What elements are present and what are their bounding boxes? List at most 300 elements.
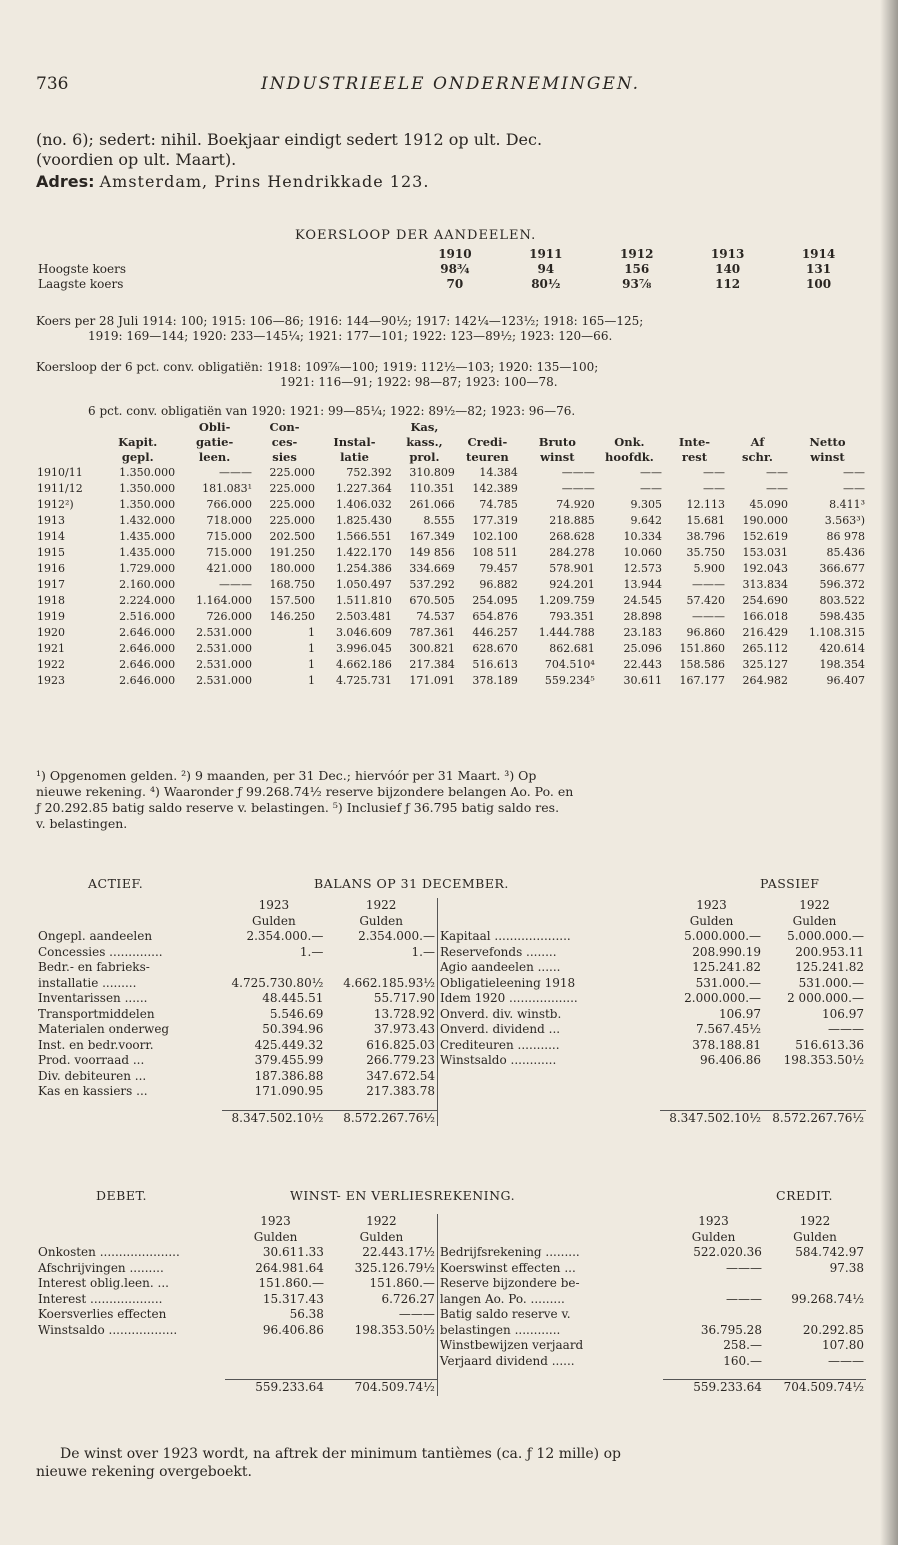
- unit-header-cell: Gulden: [793, 1229, 837, 1244]
- left-value-1922: 151.860.—: [369, 1276, 435, 1290]
- value-cell: 112: [715, 277, 741, 291]
- value-cell: 225.000: [269, 466, 316, 479]
- unit-header-cell: Gulden: [689, 913, 734, 928]
- value-cell: 2.224.000: [119, 594, 176, 607]
- year-header-cell: 1922: [365, 898, 397, 912]
- value-cell: 787.361: [409, 626, 455, 639]
- right-label-cell: Crediteuren ...........: [437, 1038, 660, 1054]
- table-row: [36, 465, 866, 481]
- value-cell: 74.920: [556, 498, 595, 511]
- value-cell: 2.531.000: [196, 642, 253, 655]
- right-label-cell: Reservefonds ........: [437, 945, 660, 961]
- unit-header-cell: Gulden: [252, 913, 296, 928]
- value-cell: 23.183: [623, 626, 662, 639]
- account-row: [36, 1338, 866, 1354]
- total-cell: 8.347.502.10½: [222, 1110, 325, 1126]
- right-label-cell: Koerswinst effecten ...: [437, 1261, 663, 1277]
- total-cell: 704.509.74½: [764, 1380, 866, 1396]
- address-label: Adres:: [36, 172, 95, 191]
- right-label-cell: Kapitaal ....................: [437, 929, 660, 945]
- year-cell: 1914: [37, 530, 65, 543]
- value-cell: 168.750: [269, 578, 316, 591]
- value-cell: 94: [537, 262, 555, 276]
- balans-title: BALANS OP 31 DECEMBER.: [314, 876, 509, 891]
- balans-passief-heading: PASSIEF: [760, 876, 820, 891]
- value-cell: 516.613: [472, 658, 518, 671]
- right-value-1923: [663, 1307, 764, 1323]
- header-cell: winst: [810, 450, 845, 464]
- value-cell: ———: [219, 578, 253, 591]
- header-cell: rest: [681, 450, 708, 464]
- value-cell: 151.860: [679, 642, 725, 655]
- value-cell: 378.189: [472, 674, 518, 687]
- right-label-cell: Onverd. dividend ...: [437, 1022, 660, 1038]
- table-row: [36, 641, 866, 657]
- value-cell: 1.825.430: [335, 514, 392, 527]
- year-header-cell: 1923: [260, 1214, 291, 1228]
- left-value-1923: [225, 1354, 326, 1370]
- value-cell: 334.669: [409, 562, 455, 575]
- header-cell: kass.,: [406, 435, 443, 449]
- spacer-cell: [36, 914, 222, 930]
- left-value-1922: 217.383.78: [366, 1084, 435, 1098]
- value-cell: 596.372: [819, 578, 865, 591]
- value-cell: 1.108.315: [809, 626, 865, 639]
- totals-row: [36, 1110, 866, 1126]
- value-cell: 45.090: [749, 498, 788, 511]
- right-value-1922: 97.38: [829, 1260, 864, 1275]
- value-cell: 1.566.551: [335, 530, 392, 543]
- header-cell: Credi-: [467, 435, 508, 449]
- value-cell: 1.254.386: [335, 562, 392, 575]
- left-value-1922: 198.353.50½: [354, 1322, 435, 1337]
- year-cell: 1915: [37, 546, 65, 559]
- account-row: [36, 1053, 866, 1069]
- value-cell: 93⅞: [622, 277, 652, 291]
- right-value-1923: 2.000.000.—: [684, 991, 762, 1005]
- left-value-1922: [325, 960, 437, 976]
- header-cell: prol.: [409, 450, 440, 464]
- value-cell: 1.435.000: [119, 546, 176, 559]
- value-cell: ———: [691, 578, 725, 591]
- value-cell: 803.522: [819, 594, 865, 607]
- left-label-cell: Winstsaldo ..................: [38, 1322, 178, 1337]
- right-value-1923: [663, 1276, 764, 1292]
- left-label-cell: Prod. voorraad ...: [38, 1053, 145, 1067]
- right-label-cell: langen Ao. Po. .........: [437, 1292, 663, 1308]
- year-cell: 1923: [37, 674, 65, 687]
- left-value-1923: [225, 1338, 326, 1354]
- value-cell: 265.112: [742, 642, 788, 655]
- balance-sheet-table: [36, 898, 866, 1126]
- right-value-1923: 258.—: [723, 1338, 762, 1352]
- account-row: [36, 1069, 866, 1085]
- value-cell: 793.351: [549, 610, 595, 623]
- left-value-1923: 48.445.51: [262, 991, 324, 1005]
- account-row: [36, 1022, 866, 1038]
- year-header-cell: 1923: [258, 898, 290, 912]
- total-cell: 8.572.267.76½: [325, 1110, 437, 1126]
- value-cell: 167.177: [679, 674, 725, 687]
- unit-header-cell: Gulden: [792, 913, 837, 928]
- value-cell: 366.677: [819, 562, 865, 575]
- value-cell: ———: [219, 466, 253, 479]
- left-value-1922: 347.672.54: [366, 1068, 435, 1083]
- value-cell: 766.000: [206, 498, 253, 511]
- header-cell: sies: [272, 450, 297, 464]
- left-label-cell: Interest oblig.leen. ...: [38, 1276, 169, 1290]
- left-label-cell: [36, 1338, 225, 1354]
- footnote-line: v. belastingen.: [36, 816, 128, 831]
- left-value-1923: 15.317.43: [262, 1291, 324, 1306]
- koers-note: 1919: 169—144; 1920: 233—145¼; 1921: 177—101; 1922: 123—89½; 1923: 120—66.: [88, 329, 613, 343]
- account-row: [36, 1245, 866, 1261]
- header-row: [36, 420, 866, 435]
- right-value-1922: 200.953.11: [795, 944, 864, 959]
- left-value-1923: [222, 960, 325, 976]
- value-cell: 1.729.000: [119, 562, 176, 575]
- value-cell: 2.531.000: [196, 626, 253, 639]
- wv-title: WINST- EN VERLIESREKENING.: [290, 1188, 516, 1203]
- left-value-1923: 151.860.—: [258, 1276, 324, 1290]
- header-cell: Kapit.: [118, 435, 158, 449]
- value-cell: 25.096: [623, 642, 662, 655]
- right-value-1923: 522.020.36: [693, 1245, 762, 1259]
- value-cell: 8.555: [423, 514, 455, 527]
- header-row: [36, 435, 866, 450]
- value-cell: 1.209.759: [538, 594, 595, 607]
- year-cell: 1919: [37, 610, 65, 623]
- value-cell: ——: [639, 466, 662, 479]
- balans-actief-heading: ACTIEF.: [88, 876, 144, 891]
- value-cell: ——: [843, 466, 865, 479]
- value-cell: 198.354: [819, 658, 865, 671]
- spacer-cell: [36, 1100, 222, 1111]
- right-value-1922: 531.000.—: [798, 975, 864, 990]
- account-row: [36, 1307, 866, 1323]
- table-row: [36, 481, 866, 497]
- left-value-1922: 22.443.17½: [362, 1245, 435, 1259]
- spacer-cell: [437, 1214, 663, 1230]
- account-row: [36, 1261, 866, 1277]
- value-cell: 171.091: [409, 674, 455, 687]
- value-cell: 108 511: [472, 546, 518, 559]
- left-label-cell: Transportmiddelen: [38, 1006, 155, 1021]
- value-cell: 202.500: [269, 530, 316, 543]
- value-cell: 86 978: [826, 530, 865, 543]
- left-label-cell: Afschrijvingen .........: [38, 1260, 164, 1275]
- spacer-cell: [225, 1369, 326, 1380]
- value-cell: 1: [308, 642, 316, 655]
- account-row: [36, 976, 866, 992]
- value-cell: 74.785: [479, 498, 518, 511]
- header-cell: gatie-: [195, 435, 234, 449]
- value-cell: 268.628: [549, 530, 595, 543]
- value-cell: ———: [561, 482, 595, 495]
- left-value-1923: 96.406.86: [262, 1322, 324, 1337]
- spacer-cell: [36, 1110, 222, 1126]
- value-cell: 12.113: [686, 498, 725, 511]
- wv-credit-heading: CREDIT.: [776, 1188, 834, 1203]
- value-cell: 9.642: [630, 514, 662, 527]
- right-value-1922: [763, 1084, 866, 1100]
- totals-row: [36, 1380, 866, 1396]
- left-value-1923: 50.394.96: [262, 1022, 324, 1036]
- right-label-cell: [437, 1084, 660, 1100]
- value-cell: 862.681: [549, 642, 595, 655]
- left-value-1922: [326, 1354, 437, 1370]
- closing-line: nieuwe rekening overgeboekt.: [36, 1464, 252, 1480]
- value-cell: 10.334: [623, 530, 662, 543]
- header-cell: gepl.: [121, 450, 154, 464]
- header-cell: ces-: [271, 435, 298, 449]
- header-cell: teuren: [466, 450, 509, 464]
- value-cell: 2.531.000: [196, 658, 253, 671]
- right-value-1923: ———: [725, 1291, 762, 1306]
- spacer-cell: [663, 1369, 764, 1380]
- header-cell: [789, 420, 866, 435]
- left-label-cell: Inventarissen ......: [38, 991, 148, 1005]
- left-value-1923: 30.611.33: [262, 1245, 324, 1259]
- year-header-row: [36, 898, 866, 914]
- value-cell: 1: [308, 674, 316, 687]
- header-cell: [663, 420, 726, 435]
- balance-sheet-body: [36, 898, 866, 1126]
- header-cell: hoofdk.: [605, 450, 654, 464]
- right-label-cell: Onverd. div. winstb.: [437, 1007, 660, 1023]
- value-cell: 715.000: [206, 530, 253, 543]
- right-value-1923: 7.567.45½: [695, 1022, 762, 1036]
- right-value-1922: 198.353.50½: [783, 1053, 864, 1067]
- spacer-cell: [437, 914, 660, 930]
- right-value-1922: 20.292.85: [802, 1322, 864, 1337]
- value-cell: 1: [308, 658, 316, 671]
- right-label-cell: Bedrijfsrekening .........: [437, 1245, 663, 1261]
- total-cell: 559.233.64: [663, 1380, 764, 1396]
- value-cell: 96.407: [826, 674, 865, 687]
- value-cell: 96.882: [479, 578, 518, 591]
- right-value-1923: 106.97: [719, 1006, 762, 1021]
- value-cell: 167.349: [409, 530, 455, 543]
- value-cell: 2.646.000: [119, 626, 176, 639]
- value-cell: 9.305: [630, 498, 662, 511]
- spacer-cell: [36, 1369, 225, 1380]
- header-cell: latie: [340, 450, 369, 464]
- value-cell: 35.750: [686, 546, 725, 559]
- right-label-cell: Winstsaldo ............: [437, 1053, 660, 1069]
- right-value-1923: 378.188.81: [692, 1037, 762, 1052]
- value-cell: 537.292: [409, 578, 455, 591]
- value-cell: 1.050.497: [335, 578, 392, 591]
- right-label-cell: Verjaard dividend ......: [437, 1354, 663, 1370]
- value-cell: 180.000: [269, 562, 316, 575]
- year-cell: 1910: [438, 247, 472, 261]
- right-value-1922: 516.613.36: [795, 1037, 864, 1052]
- year-header-cell: 1922: [366, 1214, 397, 1228]
- closing-paragraph: [36, 1445, 870, 1481]
- header-cell: [36, 450, 99, 465]
- header-cell: [456, 420, 519, 435]
- account-row: [36, 960, 866, 976]
- year-cell: 1912: [620, 247, 654, 261]
- left-label-cell: installatie .........: [38, 975, 137, 990]
- header-cell: Onk.: [614, 435, 645, 449]
- value-cell: 177.319: [472, 514, 518, 527]
- value-cell: 421.000: [206, 562, 253, 575]
- value-cell: 2.503.481: [335, 610, 392, 623]
- footnote-line: ¹) Opgenomen gelden. ²) 9 maanden, per 31 Dec.; hiervóór per 31 Maart. ³) Op: [36, 768, 537, 783]
- spacer-cell: [437, 1100, 660, 1111]
- account-row: [36, 929, 866, 945]
- page-header: [36, 74, 858, 98]
- account-row: [36, 1323, 866, 1339]
- table-row: [36, 529, 866, 545]
- value-cell: 1.511.810: [335, 594, 392, 607]
- value-cell: 578.901: [549, 562, 595, 575]
- financial-history-table: [36, 420, 866, 689]
- spacer-cell: [36, 1230, 225, 1246]
- value-cell: 192.043: [742, 562, 788, 575]
- koers-note: 1921: 116—91; 1922: 98—87; 1923: 100—78.: [280, 375, 558, 389]
- value-cell: 12.573: [623, 562, 662, 575]
- total-cell: 559.233.64: [225, 1380, 326, 1396]
- right-label-cell: Winstbewijzen verjaard: [437, 1338, 663, 1354]
- spacer-cell: [437, 1380, 663, 1396]
- left-value-1923: 4.725.730.80½: [231, 975, 324, 990]
- right-label-cell: Batig saldo reserve v.: [437, 1307, 663, 1323]
- spacer-cell: [325, 1100, 437, 1111]
- koersloop-title: KOERSLOOP DER AANDEELEN.: [295, 228, 537, 243]
- value-cell: 140: [715, 262, 741, 276]
- year-header-cell: 1922: [799, 898, 830, 912]
- spacer-cell: [437, 1230, 663, 1246]
- left-value-1922: ———: [398, 1307, 435, 1321]
- table-row: [36, 545, 866, 561]
- right-value-1922: [764, 1307, 866, 1323]
- profit-loss-body: [36, 1214, 866, 1396]
- value-cell: ——: [702, 482, 725, 495]
- right-label-cell: Agio aandeelen ......: [437, 960, 660, 976]
- value-cell: 98¾: [440, 262, 470, 276]
- table-row: [36, 577, 866, 593]
- right-value-1922: 584.742.97: [795, 1245, 864, 1259]
- value-cell: 704.510⁴: [544, 658, 595, 671]
- value-cell: 142.389: [472, 482, 518, 495]
- spacer-cell: [437, 1110, 660, 1126]
- value-cell: 1.164.000: [196, 594, 253, 607]
- value-cell: 254.690: [742, 594, 788, 607]
- table-row: [36, 625, 866, 641]
- value-cell: 261.066: [409, 498, 455, 511]
- intro-line-1: (no. 6); sedert: nihil. Boekjaar eindigt sedert 1912 op ult. Dec.: [36, 130, 543, 149]
- value-cell: 15.681: [686, 514, 725, 527]
- value-cell: ——: [639, 482, 662, 495]
- table-row: [36, 593, 866, 609]
- row-label: Laagste koers: [38, 277, 124, 291]
- table-row: [36, 497, 866, 513]
- year-header-cell: 1922: [799, 1214, 831, 1228]
- value-cell: 158.586: [679, 658, 725, 671]
- value-cell: 325.127: [742, 658, 788, 671]
- account-row: [36, 991, 866, 1007]
- value-cell: ——: [843, 482, 865, 495]
- page-number: 736: [36, 74, 69, 94]
- right-value-1922: ———: [828, 1353, 864, 1368]
- spacer-cell: [764, 1369, 866, 1380]
- value-cell: 4.662.186: [335, 658, 392, 671]
- right-label-cell: Idem 1920 ..................: [437, 991, 660, 1007]
- left-value-1922: 1.—: [411, 944, 435, 959]
- value-cell: 2.160.000: [119, 578, 176, 591]
- table-row: [36, 561, 866, 577]
- value-cell: ———: [561, 466, 595, 479]
- value-cell: 1.435.000: [119, 530, 176, 543]
- year-cell: 1917: [37, 578, 65, 591]
- value-cell: 80½: [531, 277, 561, 291]
- header-cell: Instal-: [333, 435, 376, 449]
- footnote-line: nieuwe rekening. ⁴) Waaronder ƒ 99.268.74½ reserve bijzondere belangen Ao. Po. en: [36, 784, 574, 799]
- left-value-1923: 5.546.69: [269, 1006, 324, 1021]
- page-edge-shadow: [880, 0, 898, 1545]
- value-cell: 1: [308, 626, 316, 639]
- value-cell: 628.670: [472, 642, 518, 655]
- koers-note: 6 pct. conv. obligatiën van 1920: 1921: 99—85¼; 1922: 89½—82; 1923: 96—76.: [88, 404, 576, 418]
- value-cell: 420.614: [819, 642, 865, 655]
- right-value-1922: 5.000.000.—: [787, 929, 864, 943]
- left-label-cell: Bedr.- en fabrieks-: [38, 960, 150, 974]
- value-cell: 670.505: [409, 594, 455, 607]
- spacer-cell: [437, 898, 660, 914]
- left-value-1923: 171.090.95: [254, 1084, 324, 1098]
- value-cell: 3.996.045: [335, 642, 392, 655]
- unit-header-row: [36, 914, 866, 930]
- right-value-1922: ———: [828, 1022, 864, 1036]
- intro-line-2: (voordien op ult. Maart).: [36, 150, 237, 169]
- left-value-1922: [326, 1338, 437, 1354]
- value-cell: 2.646.000: [119, 642, 176, 655]
- value-cell: 4.725.731: [335, 674, 392, 687]
- right-value-1922: 107.80: [822, 1338, 864, 1352]
- account-row: [36, 1292, 866, 1308]
- right-value-1923: 531.000.—: [695, 975, 762, 990]
- header-cell: [596, 420, 663, 435]
- right-value-1923: 125.241.82: [692, 960, 762, 974]
- spacer-row: [36, 1369, 866, 1380]
- right-value-1922: 106.97: [822, 1006, 864, 1021]
- right-value-1922: [763, 1069, 866, 1085]
- header-row: [36, 450, 866, 465]
- year-header-row: [36, 1214, 866, 1230]
- value-cell: 96.860: [686, 626, 725, 639]
- value-cell: 157.500: [269, 594, 316, 607]
- year-header-cell: 1923: [698, 1214, 729, 1228]
- table-row: [36, 609, 866, 625]
- left-value-1923: 187.386.88: [254, 1068, 324, 1083]
- account-row: [36, 1276, 866, 1292]
- header-cell: [36, 435, 99, 450]
- footnote-line: ƒ 20.292.85 batig saldo reserve v. belastingen. ⁵) Inclusief ƒ 36.795 batig saldo res.: [36, 800, 560, 815]
- unit-header-cell: Gulden: [359, 1229, 404, 1244]
- spacer-row: [36, 1100, 866, 1111]
- value-cell: 102.100: [472, 530, 518, 543]
- koersloop-year-row: [36, 247, 864, 262]
- value-cell: 218.885: [549, 514, 595, 527]
- account-row: [36, 1354, 866, 1370]
- value-cell: 2.646.000: [119, 658, 176, 671]
- left-value-1923: 56.38: [289, 1307, 324, 1321]
- year-cell: 1912²): [37, 498, 74, 511]
- header-cell: [99, 420, 176, 435]
